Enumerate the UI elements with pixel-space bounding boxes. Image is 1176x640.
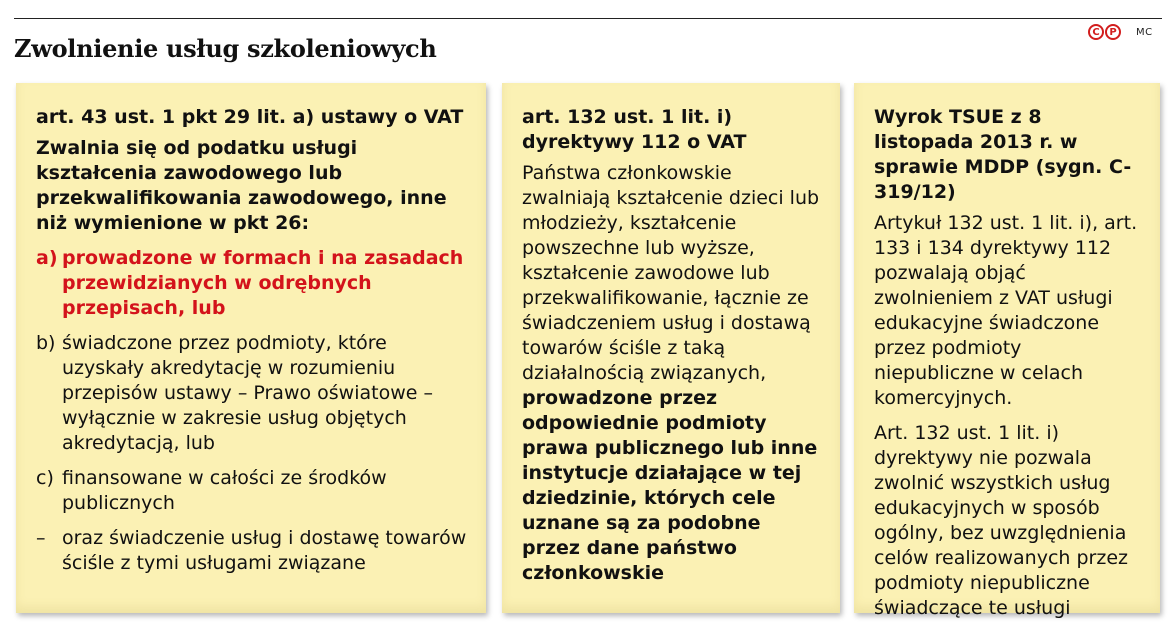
logo-c-icon: C	[1088, 24, 1104, 40]
list-item	[36, 526, 468, 576]
list-text: prowadzone w formach i na zasadach przewidzianych w odrębnych przepisach, lub	[62, 247, 464, 319]
logo-p-icon: P	[1105, 24, 1121, 40]
card-tsue-ruling	[854, 83, 1160, 619]
card-heading: Wyrok TSUE z 8 listopada 2013 r. w sprawie MDDP (sygn. C-319/12)	[874, 106, 1132, 203]
card-paragraph: Artykuł 132 ust. 1 lit. i), art. 133 i 134 dyrektywy 112 pozwalają objąć zwolnieniem z VAT usługi edukacyjne świadczone przez podmioty niepubliczne w celach komercyjnych.	[874, 212, 1138, 409]
list-item	[36, 466, 468, 516]
card-body	[522, 161, 822, 586]
list-item	[36, 331, 468, 456]
publisher-logo	[1088, 24, 1121, 40]
card-heading: art. 43 ust. 1 pkt 29 lit. a) ustawy o VAT	[36, 106, 464, 128]
card-vat-act	[16, 83, 486, 613]
card-lead: Zwalnia się od podatku usługi kształcenia zawodowego lub przekwalifikowania zawodowego, inne niż wymienione w pkt 26:	[36, 137, 447, 234]
card-eu-directive	[502, 83, 840, 613]
list-text: świadczone przez podmioty, które uzyskały akredytację w rozumieniu przepisów ustawy – Prawo oświatowe – wyłącznie w zakresie usług objętych akredytacją, lub	[62, 332, 433, 454]
list-item	[36, 246, 468, 321]
top-rule	[14, 18, 1162, 19]
list-marker: b)	[36, 332, 56, 354]
page-title: Zwolnienie usług szkoleniowych	[14, 34, 437, 63]
body-bold-text: prowadzone przez odpowiednie podmioty prawa publicznego lub inne instytucje działające w tej dziedzinie, których cele uznane są za podobne przez dane państwo członkowskie	[522, 387, 818, 584]
body-plain-text: Państwa członkowskie zwalniają kształcenie dzieci lub młodzieży, kształcenie powszechne lub wyższe, kształcenie zawodowe lub przekwalifikowanie, łącznie ze świadczeniem usług i dostawą towarów ściśle z taką działalnością związanych,	[522, 162, 820, 384]
card-heading: art. 132 ust. 1 lit. i) dyrektywy 112 o VAT	[522, 106, 747, 153]
list-marker: c)	[36, 467, 54, 489]
card-paragraph: Art. 132 ust. 1 lit. i) dyrektywy nie pozwala zwolnić wszystkich usług edukacyjnych w sposób ogólny, bez uwzględnienia celów realizowanych przez podmioty niepubliczne świadczące te usługi	[874, 422, 1129, 619]
list-text: finansowane w całości ze środków publicznych	[62, 467, 387, 514]
author-initials: MC	[1136, 27, 1153, 38]
list-marker: –	[36, 527, 46, 549]
list-text: oraz świadczenie usług i dostawę towarów ściśle z tymi usługami związane	[62, 527, 467, 574]
list-marker: a)	[36, 247, 58, 269]
